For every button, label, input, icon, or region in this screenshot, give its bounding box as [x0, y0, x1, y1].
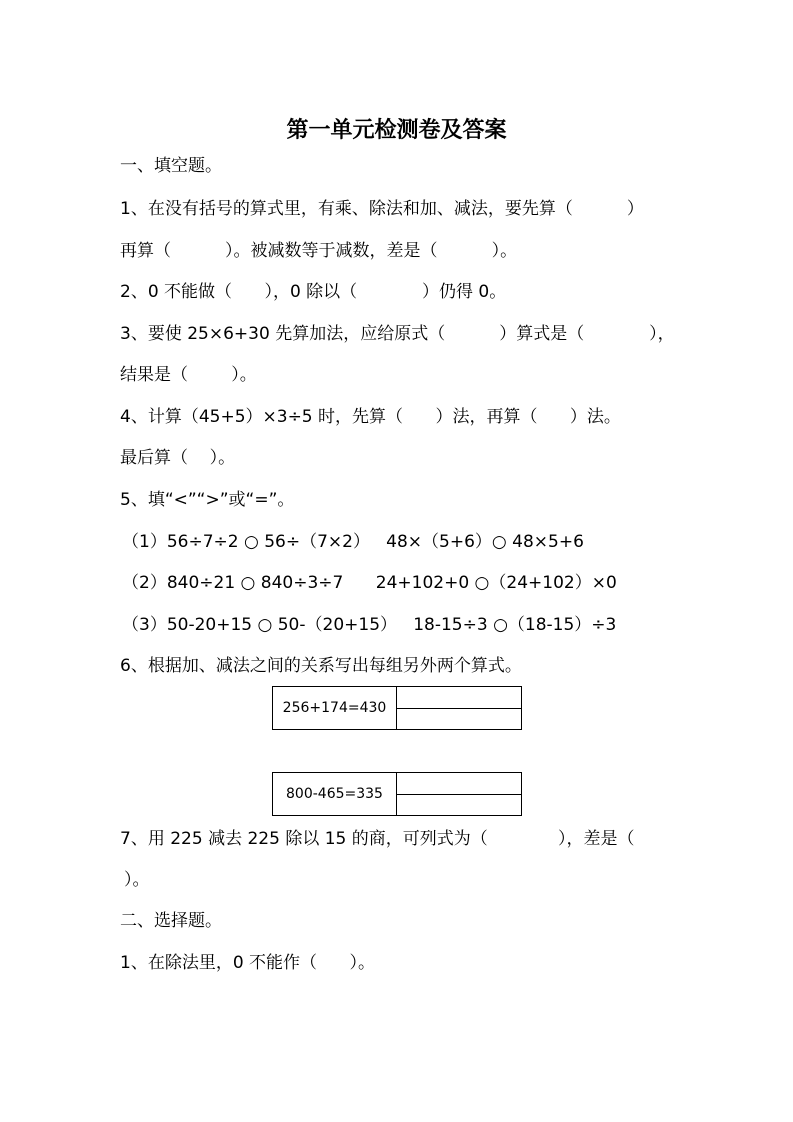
question-4-line-1: 4、计算（45+5）×3÷5 时，先算（ ）法，再算（ ）法。: [120, 407, 621, 427]
question-3-line-1: 3、要使 25×6+30 先算加法，应给原式（ ）算式是（ ），: [120, 324, 675, 344]
question-3-line-2: 结果是（ ）。: [120, 365, 257, 385]
answer-cell[interactable]: [397, 794, 522, 816]
page-title: 第一单元检测卷及答案: [286, 118, 507, 143]
question-5-part-2: （2）840÷21 ○ 840÷3÷7 24+102+0 ○（24+102）×0: [122, 573, 617, 593]
question-6: 6、根据加、减法之间的关系写出每组另外两个算式。: [120, 656, 522, 676]
choice-question-1: 1、在除法里，0 不能作（ ）。: [120, 953, 375, 973]
question-2: 2、0 不能做（ ），0 除以（ ）仍得 0。: [120, 282, 507, 302]
answer-cell[interactable]: [397, 687, 522, 709]
question-5: 5、填“<”“>”或“=”。: [120, 490, 295, 510]
question-5-part-1: （1）56÷7÷2 ○ 56÷（7×2） 48×（5+6）○ 48×5+6: [122, 532, 584, 552]
answer-cell[interactable]: [397, 708, 522, 730]
question-1-line-2: 再算（ ）。被减数等于减数，差是（ ）。: [120, 241, 518, 261]
answer-cell[interactable]: [397, 773, 522, 795]
given-equation: 256+174=430: [273, 687, 397, 730]
question-5-part-3: （3）50-20+15 ○ 50-（20+15） 18-15÷3 ○（18-15）÷3: [122, 615, 617, 635]
answer-table-1: [272, 686, 522, 730]
question-1-line-1: 1、在没有括号的算式里，有乘、除法和加、减法，要先算（ ）: [120, 199, 644, 219]
question-7-line-2: ）。: [124, 870, 150, 890]
answer-table-2: [272, 772, 522, 816]
question-4-line-2: 最后算（ ）。: [120, 448, 236, 468]
section-heading-choice: 二、选择题。: [120, 911, 222, 931]
given-equation: 800-465=335: [273, 773, 397, 816]
question-7-line-1: 7、用 225 减去 225 除以 15 的商，可列式为（ ），差是（: [120, 829, 635, 849]
section-heading-fill-in: 一、填空题。: [120, 156, 222, 176]
